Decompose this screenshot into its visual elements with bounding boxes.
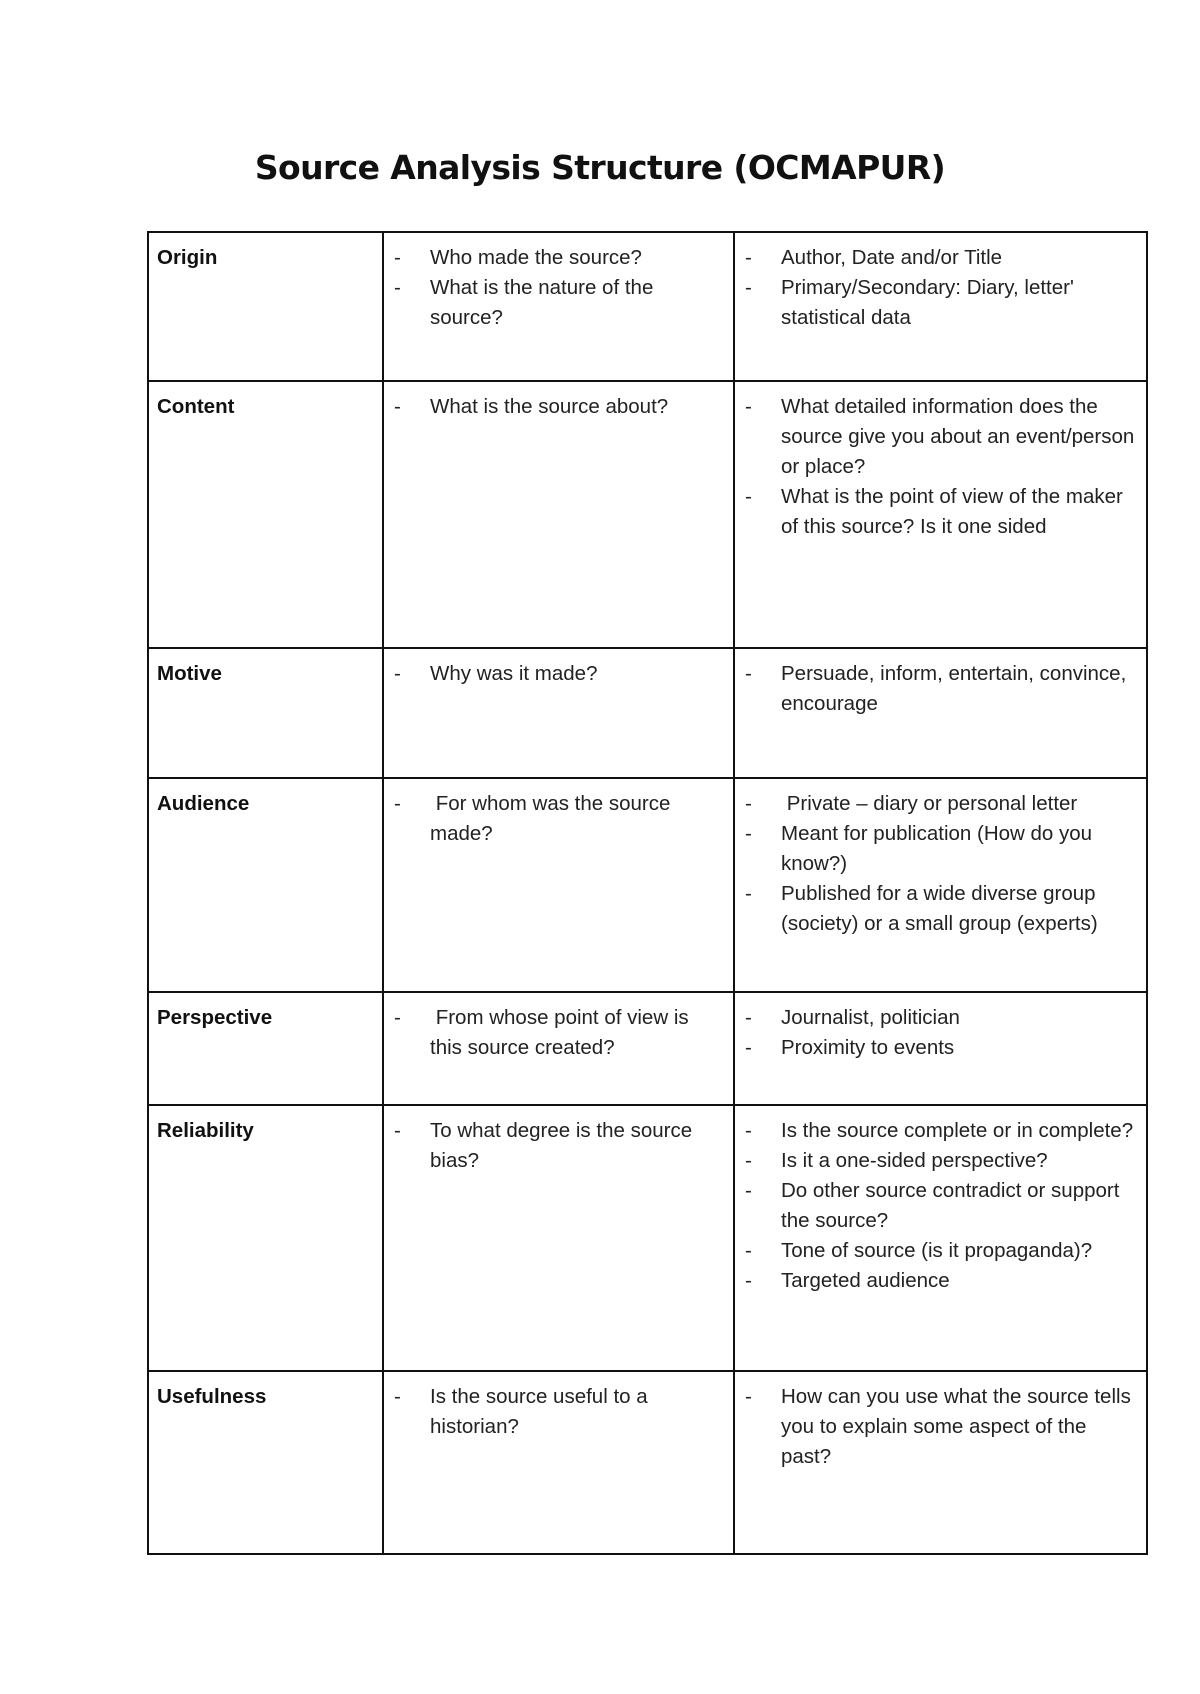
list-item: - How can you use what the source tells you to explain some aspect of the past?	[781, 1382, 1138, 1472]
table-row-motive	[148, 648, 1147, 778]
details-list	[743, 392, 1138, 542]
questions-cell	[383, 778, 734, 992]
category-cell	[148, 992, 383, 1105]
list-item: - Who made the source?	[430, 243, 725, 273]
category-cell	[148, 381, 383, 648]
table-row-reliability	[148, 1105, 1147, 1371]
questions-list	[392, 243, 725, 333]
list-item: - Persuade, inform, entertain, convince, encourage	[781, 659, 1138, 719]
list-item: - From whose point of view is this source created?	[430, 1003, 725, 1063]
list-item: - Why was it made?	[430, 659, 725, 689]
list-item: - Author, Date and/or Title	[781, 243, 1138, 273]
list-item: - Meant for publication (How do you know?)	[781, 819, 1138, 879]
list-item: - Private – diary or personal letter	[781, 789, 1138, 819]
details-list	[743, 243, 1138, 333]
category-label-audience: Audience	[157, 792, 250, 815]
questions-cell	[383, 648, 734, 778]
details-list	[743, 659, 1138, 719]
questions-cell	[383, 1105, 734, 1371]
table-row-origin	[148, 232, 1147, 381]
questions-list	[392, 1382, 725, 1442]
list-item: - To what degree is the source bias?	[430, 1116, 725, 1176]
category-label-origin: Origin	[157, 246, 218, 269]
questions-list	[392, 392, 725, 422]
details-list	[743, 1003, 1138, 1063]
questions-list	[392, 659, 725, 689]
questions-list	[392, 1116, 725, 1176]
table-row-content	[148, 381, 1147, 648]
category-cell	[148, 648, 383, 778]
category-label-motive: Motive	[157, 662, 222, 685]
list-item: - Is it a one-sided perspective?	[781, 1146, 1138, 1176]
list-item: - What detailed information does the source give you about an event/person or place?	[781, 392, 1138, 482]
list-item: - Primary/Secondary: Diary, letter' statistical data	[781, 273, 1138, 333]
details-cell	[734, 232, 1147, 381]
list-item: - Tone of source (is it propaganda)?	[781, 1236, 1138, 1266]
details-list	[743, 789, 1138, 939]
questions-cell	[383, 232, 734, 381]
questions-list	[392, 1003, 725, 1063]
category-label-content: Content	[157, 395, 235, 418]
list-item: - Do other source contradict or support the source?	[781, 1176, 1138, 1236]
table-row-usefulness	[148, 1371, 1147, 1554]
category-cell	[148, 232, 383, 381]
details-list	[743, 1116, 1138, 1296]
details-list	[743, 1382, 1138, 1472]
table-row-audience	[148, 778, 1147, 992]
list-item: - What is the nature of the source?	[430, 273, 725, 333]
questions-cell	[383, 992, 734, 1105]
list-item: - Is the source complete or in complete?	[781, 1116, 1138, 1146]
details-cell	[734, 648, 1147, 778]
category-label-usefulness: Usefulness	[157, 1385, 267, 1408]
list-item: - What is the source about?	[430, 392, 725, 422]
details-cell	[734, 381, 1147, 648]
questions-list	[392, 789, 725, 849]
list-item: - For whom was the source made?	[430, 789, 725, 849]
list-item: - Journalist, politician	[781, 1003, 1138, 1033]
questions-cell	[383, 381, 734, 648]
details-cell	[734, 1105, 1147, 1371]
category-cell	[148, 1105, 383, 1371]
questions-cell	[383, 1371, 734, 1554]
details-cell	[734, 778, 1147, 992]
list-item: - Is the source useful to a historian?	[430, 1382, 725, 1442]
ocmapur-table	[147, 231, 1148, 1555]
category-label-reliability: Reliability	[157, 1119, 254, 1142]
category-cell	[148, 1371, 383, 1554]
category-cell	[148, 778, 383, 992]
list-item: - Proximity to events	[781, 1033, 1138, 1063]
list-item: - Published for a wide diverse group (society) or a small group (experts)	[781, 879, 1138, 939]
details-cell	[734, 992, 1147, 1105]
list-item: - What is the point of view of the maker of this source? Is it one sided	[781, 482, 1138, 542]
table-row-perspective	[148, 992, 1147, 1105]
list-item: - Targeted audience	[781, 1266, 1138, 1296]
details-cell	[734, 1371, 1147, 1554]
page-title: Source Analysis Structure (OCMAPUR)	[254, 148, 946, 187]
category-label-perspective: Perspective	[157, 1006, 273, 1029]
